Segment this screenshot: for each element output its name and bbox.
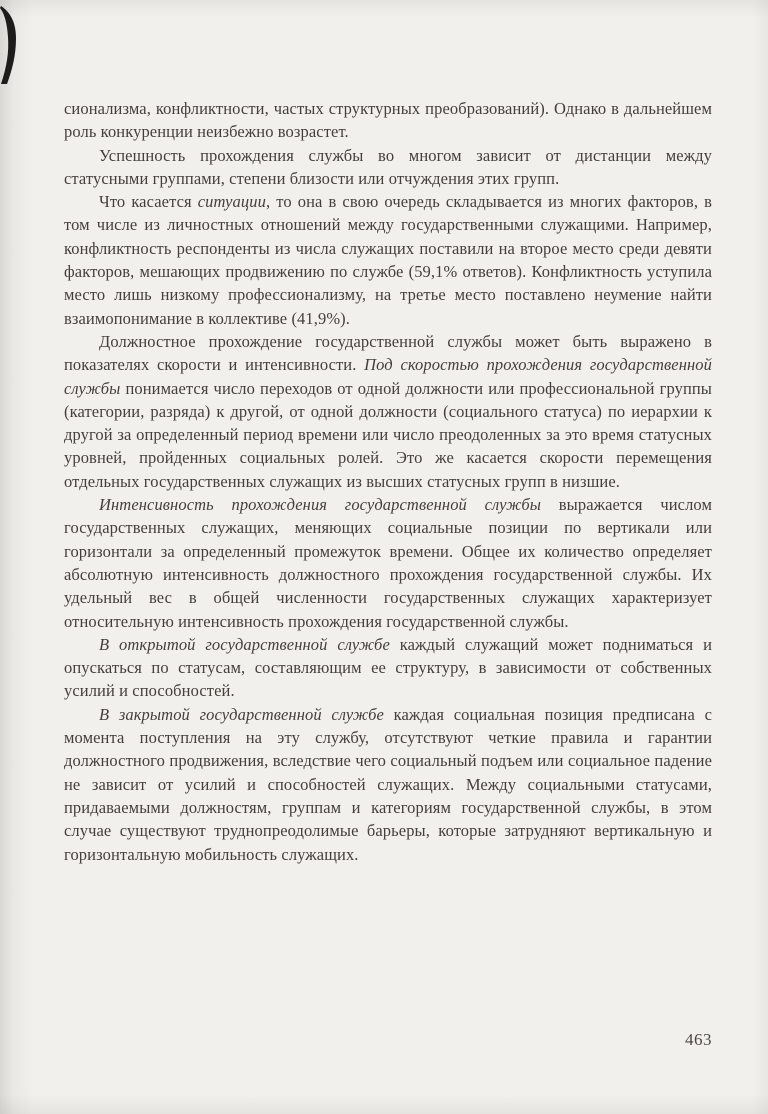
text-run: выражается числом государственных служащих, меняющих социальные позиции по вертикали или горизонтали за определенный промежуток времени. Общее их количество определяет абсолютную интенсивность должностного прохождения государственной службы. Их удельный вес в общей численности государственных служащих характеризует относительную интенсивность прохождения государственной службы.: [64, 495, 712, 631]
text-run: Должностное прохождение государственной службы может быть выражено в показателях скорости и интенсивности.: [64, 331, 712, 375]
paragraph: [64, 190, 712, 330]
text-run-italic: В открытой государственной службе: [99, 634, 390, 654]
text-run: Что касается: [99, 192, 198, 212]
text-run: понимается число переходов от одной должности или профессиональной группы (категории, разряда) к другой, от одной должности (социального статуса) по иерархии к другой за определенный период времени или число преодоленных за это время статусных уровней, пройденных социальных ролей. Это же касается скорости перемещения отдельных государственных служащих из высших статусных групп в низшие.: [64, 378, 712, 491]
text-run: каждый служащий может подниматься и опускаться по статусам, составляющим ее структуру, в зависимости от собственных усилий и способностей.: [64, 634, 712, 701]
text-run: каждая социальная позиция предписана с момента поступления на эту службу, отсутствуют четкие правила и гарантии должностного продвижения, вследствие чего социальный подъем или социальное падение не зависит от усилий и способностей служащих. Между социальными статусами, придаваемыми должностям, группам и категориям государственной службы, в этом случае существуют труднопреодолимые барьеры, которые затрудняют вертикальную и горизонтальную мобильность служащих.: [64, 704, 712, 864]
text-run-italic: В закрытой государственной службе: [99, 704, 384, 724]
page-text-column: [64, 97, 712, 866]
paragraph: [64, 330, 712, 493]
paragraph: [64, 493, 712, 633]
paragraph: [64, 703, 712, 866]
text-run: сионализма, конфликтности, частых структурных преобразований). Однако в дальнейшем роль конкуренции неизбежно возрастет.: [64, 99, 712, 142]
text-run-italic: ситуации: [197, 192, 266, 212]
paragraph: [64, 144, 712, 191]
text-run: Успешность прохождения службы во многом зависит от дистанции между статусными группами, степени близости или отчуждения этих групп.: [64, 145, 712, 188]
paragraph: [64, 97, 712, 144]
text-run-italic: Под скоростью прохождения государственной службы: [64, 355, 712, 398]
page-number: 463: [685, 1030, 712, 1049]
paragraph: [64, 633, 712, 703]
text-run: , то она в свою очередь складывается из многих факторов, в том числе из личностных отношений между государственными служащими. Например, конфликтность респонденты из числа служащих поставили на второе место среди девяти факторов, мешающих продвижению по службе (59,1% ответов). Конфликтность уступила место лишь низкому профессионализму, на третье место поставлено неумение найти взаимопонимание в коллективе (41,9%).: [64, 192, 712, 328]
scan-corner-artifact: [0, 4, 34, 100]
text-run-italic: Интенсивность прохождения государственной службы: [99, 495, 542, 515]
